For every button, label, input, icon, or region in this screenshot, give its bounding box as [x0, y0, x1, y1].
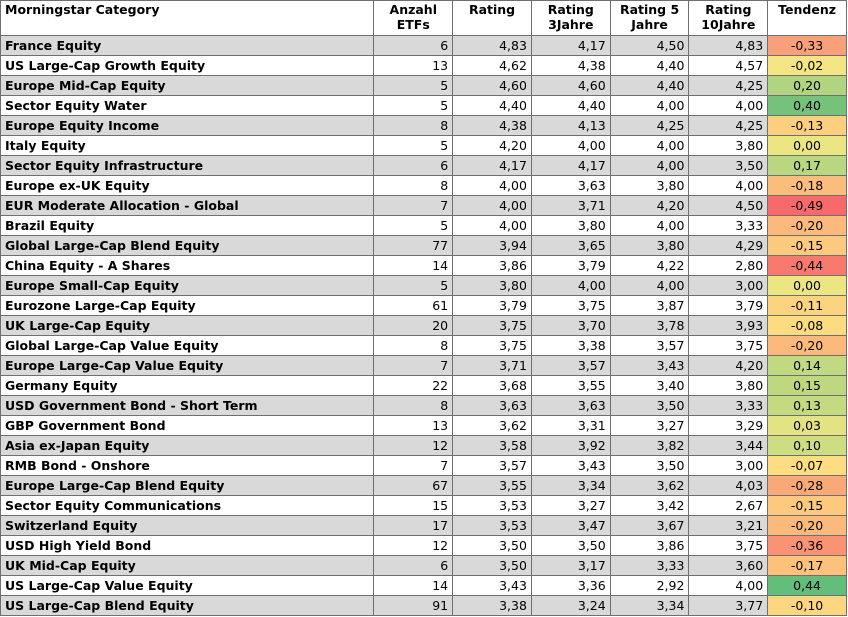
rating-3-cell: 3,75 [531, 296, 610, 316]
table-row [1, 576, 847, 596]
rating-cell: 3,71 [453, 356, 532, 376]
header-rating: Rating [453, 1, 532, 36]
rating-5-cell: 2,92 [610, 576, 689, 596]
rating-10-cell: 4,25 [689, 116, 768, 136]
category-cell: Switzerland Equity [1, 516, 374, 536]
category-cell: USD Government Bond - Short Term [1, 396, 374, 416]
rating-3-cell: 3,92 [531, 436, 610, 456]
rating-10-cell: 3,75 [689, 536, 768, 556]
rating-5-cell: 4,40 [610, 76, 689, 96]
etfs-cell: 6 [374, 556, 453, 576]
table-row [1, 296, 847, 316]
rating-10-cell: 3,21 [689, 516, 768, 536]
etfs-cell: 13 [374, 56, 453, 76]
tendenz-cell: 0,14 [768, 356, 847, 376]
tendenz-cell: 0,20 [768, 76, 847, 96]
rating-cell: 3,79 [453, 296, 532, 316]
table-row [1, 516, 847, 536]
tendenz-cell: -0,13 [768, 116, 847, 136]
rating-cell: 3,55 [453, 476, 532, 496]
etfs-cell: 14 [374, 576, 453, 596]
rating-3-cell: 3,31 [531, 416, 610, 436]
etfs-cell: 8 [374, 176, 453, 196]
table-row [1, 496, 847, 516]
rating-5-cell: 4,22 [610, 256, 689, 276]
table-row [1, 256, 847, 276]
etfs-cell: 6 [374, 36, 453, 56]
rating-cell: 4,62 [453, 56, 532, 76]
rating-10-cell: 3,60 [689, 556, 768, 576]
rating-cell: 3,75 [453, 316, 532, 336]
category-cell: Eurozone Large-Cap Equity [1, 296, 374, 316]
header-tendenz: Tendenz [768, 1, 847, 36]
table-row [1, 156, 847, 176]
rating-3-cell: 3,65 [531, 236, 610, 256]
category-cell: Europe ex-UK Equity [1, 176, 374, 196]
etfs-cell: 12 [374, 436, 453, 456]
rating-cell: 4,60 [453, 76, 532, 96]
rating-cell: 3,50 [453, 536, 532, 556]
rating-10-cell: 3,77 [689, 596, 768, 616]
table-row [1, 456, 847, 476]
etfs-cell: 61 [374, 296, 453, 316]
rating-cell: 4,00 [453, 216, 532, 236]
category-cell: Brazil Equity [1, 216, 374, 236]
category-cell: Sector Equity Infrastructure [1, 156, 374, 176]
category-cell: Global Large-Cap Value Equity [1, 336, 374, 356]
rating-3-cell: 3,80 [531, 216, 610, 236]
rating-3-cell: 3,38 [531, 336, 610, 356]
tendenz-cell: -0,18 [768, 176, 847, 196]
rating-3-cell: 3,63 [531, 396, 610, 416]
rating-10-cell: 3,50 [689, 156, 768, 176]
rating-5-cell: 3,80 [610, 176, 689, 196]
rating-5-cell: 4,50 [610, 36, 689, 56]
rating-cell: 3,53 [453, 496, 532, 516]
rating-cell: 3,43 [453, 576, 532, 596]
category-cell: Sector Equity Communications [1, 496, 374, 516]
rating-10-cell: 4,00 [689, 96, 768, 116]
category-cell: US Large-Cap Value Equity [1, 576, 374, 596]
rating-10-cell: 4,20 [689, 356, 768, 376]
rating-10-cell: 4,57 [689, 56, 768, 76]
rating-5-cell: 3,82 [610, 436, 689, 456]
rating-3-cell: 3,43 [531, 456, 610, 476]
category-cell: Asia ex-Japan Equity [1, 436, 374, 456]
rating-3-cell: 3,63 [531, 176, 610, 196]
table-row [1, 596, 847, 616]
tendenz-cell: -0,36 [768, 536, 847, 556]
rating-10-cell: 4,50 [689, 196, 768, 216]
tendenz-cell: -0,49 [768, 196, 847, 216]
etfs-cell: 8 [374, 396, 453, 416]
rating-cell: 3,75 [453, 336, 532, 356]
table-row [1, 556, 847, 576]
table-row [1, 336, 847, 356]
table-row [1, 316, 847, 336]
rating-cell: 3,68 [453, 376, 532, 396]
tendenz-cell: 0,10 [768, 436, 847, 456]
tendenz-cell: 0,40 [768, 96, 847, 116]
rating-3-cell: 4,40 [531, 96, 610, 116]
rating-3-cell: 4,00 [531, 276, 610, 296]
rating-5-cell: 3,78 [610, 316, 689, 336]
category-cell: RMB Bond - Onshore [1, 456, 374, 476]
rating-5-cell: 3,34 [610, 596, 689, 616]
category-cell: Europe Large-Cap Value Equity [1, 356, 374, 376]
rating-cell: 3,53 [453, 516, 532, 536]
table-row [1, 476, 847, 496]
rating-10-cell: 2,67 [689, 496, 768, 516]
rating-5-cell: 3,86 [610, 536, 689, 556]
rating-10-cell: 4,00 [689, 176, 768, 196]
etfs-cell: 20 [374, 316, 453, 336]
tendenz-cell: 0,15 [768, 376, 847, 396]
rating-10-cell: 4,03 [689, 476, 768, 496]
etfs-cell: 13 [374, 416, 453, 436]
rating-5-cell: 4,20 [610, 196, 689, 216]
rating-10-cell: 3,33 [689, 396, 768, 416]
table-row [1, 196, 847, 216]
rating-5-cell: 3,27 [610, 416, 689, 436]
rating-3-cell: 4,17 [531, 156, 610, 176]
rating-10-cell: 4,00 [689, 576, 768, 596]
table-row [1, 436, 847, 456]
tendenz-cell: -0,20 [768, 336, 847, 356]
rating-10-cell: 3,44 [689, 436, 768, 456]
rating-10-cell: 3,75 [689, 336, 768, 356]
table-row [1, 56, 847, 76]
rating-5-cell: 3,57 [610, 336, 689, 356]
rating-3-cell: 3,55 [531, 376, 610, 396]
etfs-cell: 77 [374, 236, 453, 256]
etfs-cell: 14 [374, 256, 453, 276]
category-cell: USD High Yield Bond [1, 536, 374, 556]
rating-5-cell: 3,50 [610, 456, 689, 476]
etfs-cell: 5 [374, 276, 453, 296]
category-cell: UK Large-Cap Equity [1, 316, 374, 336]
rating-3-cell: 4,38 [531, 56, 610, 76]
tendenz-cell: -0,02 [768, 56, 847, 76]
table-row [1, 356, 847, 376]
rating-5-cell: 3,67 [610, 516, 689, 536]
rating-3-cell: 4,17 [531, 36, 610, 56]
category-cell: UK Mid-Cap Equity [1, 556, 374, 576]
table-row [1, 536, 847, 556]
rating-10-cell: 3,80 [689, 136, 768, 156]
rating-10-cell: 3,00 [689, 276, 768, 296]
category-cell: Italy Equity [1, 136, 374, 156]
tendenz-cell: -0,15 [768, 496, 847, 516]
rating-5-cell: 4,00 [610, 276, 689, 296]
header-etfs: Anzahl ETFs [374, 1, 453, 36]
etfs-cell: 8 [374, 336, 453, 356]
rating-3-cell: 3,57 [531, 356, 610, 376]
table-row [1, 176, 847, 196]
category-cell: Sector Equity Water [1, 96, 374, 116]
table-row [1, 396, 847, 416]
rating-5-cell: 4,25 [610, 116, 689, 136]
table-row [1, 36, 847, 56]
tendenz-cell: 0,03 [768, 416, 847, 436]
rating-cell: 4,40 [453, 96, 532, 116]
category-cell: Europe Large-Cap Blend Equity [1, 476, 374, 496]
table-row [1, 136, 847, 156]
rating-10-cell: 2,80 [689, 256, 768, 276]
tendenz-cell: 0,17 [768, 156, 847, 176]
tendenz-cell: 0,13 [768, 396, 847, 416]
rating-3-cell: 4,13 [531, 116, 610, 136]
tendenz-cell: -0,15 [768, 236, 847, 256]
tendenz-cell: -0,20 [768, 516, 847, 536]
category-cell: Europe Equity Income [1, 116, 374, 136]
rating-cell: 3,94 [453, 236, 532, 256]
category-cell: US Large-Cap Growth Equity [1, 56, 374, 76]
etfs-cell: 5 [374, 76, 453, 96]
category-cell: France Equity [1, 36, 374, 56]
rating-cell: 4,00 [453, 196, 532, 216]
rating-5-cell: 3,33 [610, 556, 689, 576]
rating-10-cell: 3,93 [689, 316, 768, 336]
tendenz-cell: -0,08 [768, 316, 847, 336]
rating-cell: 4,17 [453, 156, 532, 176]
rating-5-cell: 4,00 [610, 216, 689, 236]
rating-10-cell: 3,80 [689, 376, 768, 396]
rating-cell: 3,86 [453, 256, 532, 276]
header-rating-10: Rating 10Jahre [689, 1, 768, 36]
header-rating-5: Rating 5 Jahre [610, 1, 689, 36]
etfs-cell: 91 [374, 596, 453, 616]
tendenz-cell: -0,07 [768, 456, 847, 476]
rating-10-cell: 4,29 [689, 236, 768, 256]
rating-5-cell: 4,00 [610, 156, 689, 176]
category-cell: EUR Moderate Allocation - Global [1, 196, 374, 216]
tendenz-cell: -0,28 [768, 476, 847, 496]
tendenz-cell: -0,20 [768, 216, 847, 236]
rating-5-cell: 3,62 [610, 476, 689, 496]
category-cell: Europe Small-Cap Equity [1, 276, 374, 296]
rating-3-cell: 3,24 [531, 596, 610, 616]
etfs-cell: 22 [374, 376, 453, 396]
tendenz-cell: -0,33 [768, 36, 847, 56]
rating-3-cell: 3,50 [531, 536, 610, 556]
table-row [1, 116, 847, 136]
table-row [1, 376, 847, 396]
category-cell: Germany Equity [1, 376, 374, 396]
tendenz-cell: 0,00 [768, 136, 847, 156]
rating-cell: 4,00 [453, 176, 532, 196]
etfs-cell: 5 [374, 96, 453, 116]
rating-10-cell: 3,79 [689, 296, 768, 316]
rating-cell: 3,50 [453, 556, 532, 576]
table-row [1, 276, 847, 296]
etfs-cell: 7 [374, 356, 453, 376]
rating-5-cell: 4,00 [610, 136, 689, 156]
rating-5-cell: 3,50 [610, 396, 689, 416]
etfs-cell: 12 [374, 536, 453, 556]
rating-cell: 4,83 [453, 36, 532, 56]
rating-3-cell: 3,27 [531, 496, 610, 516]
etfs-cell: 5 [374, 136, 453, 156]
tendenz-cell: 0,00 [768, 276, 847, 296]
table-row [1, 216, 847, 236]
rating-cell: 3,57 [453, 456, 532, 476]
category-cell: GBP Government Bond [1, 416, 374, 436]
rating-5-cell: 3,87 [610, 296, 689, 316]
header-category: Morningstar Category [1, 1, 374, 36]
rating-cell: 3,58 [453, 436, 532, 456]
rating-cell: 3,38 [453, 596, 532, 616]
rating-cell: 4,38 [453, 116, 532, 136]
rating-3-cell: 3,70 [531, 316, 610, 336]
rating-10-cell: 3,00 [689, 456, 768, 476]
table-row [1, 236, 847, 256]
rating-5-cell: 3,42 [610, 496, 689, 516]
rating-3-cell: 3,47 [531, 516, 610, 536]
rating-5-cell: 4,00 [610, 96, 689, 116]
rating-cell: 4,20 [453, 136, 532, 156]
etfs-cell: 15 [374, 496, 453, 516]
tendenz-cell: 0,44 [768, 576, 847, 596]
etfs-cell: 6 [374, 156, 453, 176]
rating-3-cell: 4,60 [531, 76, 610, 96]
header-rating-3: Rating 3Jahre [531, 1, 610, 36]
etfs-cell: 8 [374, 116, 453, 136]
rating-3-cell: 3,17 [531, 556, 610, 576]
rating-cell: 3,63 [453, 396, 532, 416]
category-cell: Global Large-Cap Blend Equity [1, 236, 374, 256]
rating-5-cell: 3,80 [610, 236, 689, 256]
etfs-cell: 67 [374, 476, 453, 496]
rating-10-cell: 3,33 [689, 216, 768, 236]
category-cell: Europe Mid-Cap Equity [1, 76, 374, 96]
rating-5-cell: 3,40 [610, 376, 689, 396]
tendenz-cell: -0,10 [768, 596, 847, 616]
etfs-cell: 7 [374, 196, 453, 216]
rating-cell: 3,62 [453, 416, 532, 436]
table-row [1, 96, 847, 116]
etfs-cell: 5 [374, 216, 453, 236]
rating-3-cell: 3,34 [531, 476, 610, 496]
rating-5-cell: 4,40 [610, 56, 689, 76]
rating-3-cell: 3,71 [531, 196, 610, 216]
rating-3-cell: 4,00 [531, 136, 610, 156]
rating-5-cell: 3,43 [610, 356, 689, 376]
category-cell: US Large-Cap Blend Equity [1, 596, 374, 616]
rating-10-cell: 3,29 [689, 416, 768, 436]
etfs-cell: 17 [374, 516, 453, 536]
tendenz-cell: -0,11 [768, 296, 847, 316]
rating-3-cell: 3,79 [531, 256, 610, 276]
rating-3-cell: 3,36 [531, 576, 610, 596]
rating-10-cell: 4,83 [689, 36, 768, 56]
rating-cell: 3,80 [453, 276, 532, 296]
table-row [1, 76, 847, 96]
table-row [1, 416, 847, 436]
rating-10-cell: 4,25 [689, 76, 768, 96]
header-row [1, 1, 847, 36]
tendenz-cell: -0,17 [768, 556, 847, 576]
category-cell: China Equity - A Shares [1, 256, 374, 276]
etfs-cell: 7 [374, 456, 453, 476]
tendenz-cell: -0,44 [768, 256, 847, 276]
